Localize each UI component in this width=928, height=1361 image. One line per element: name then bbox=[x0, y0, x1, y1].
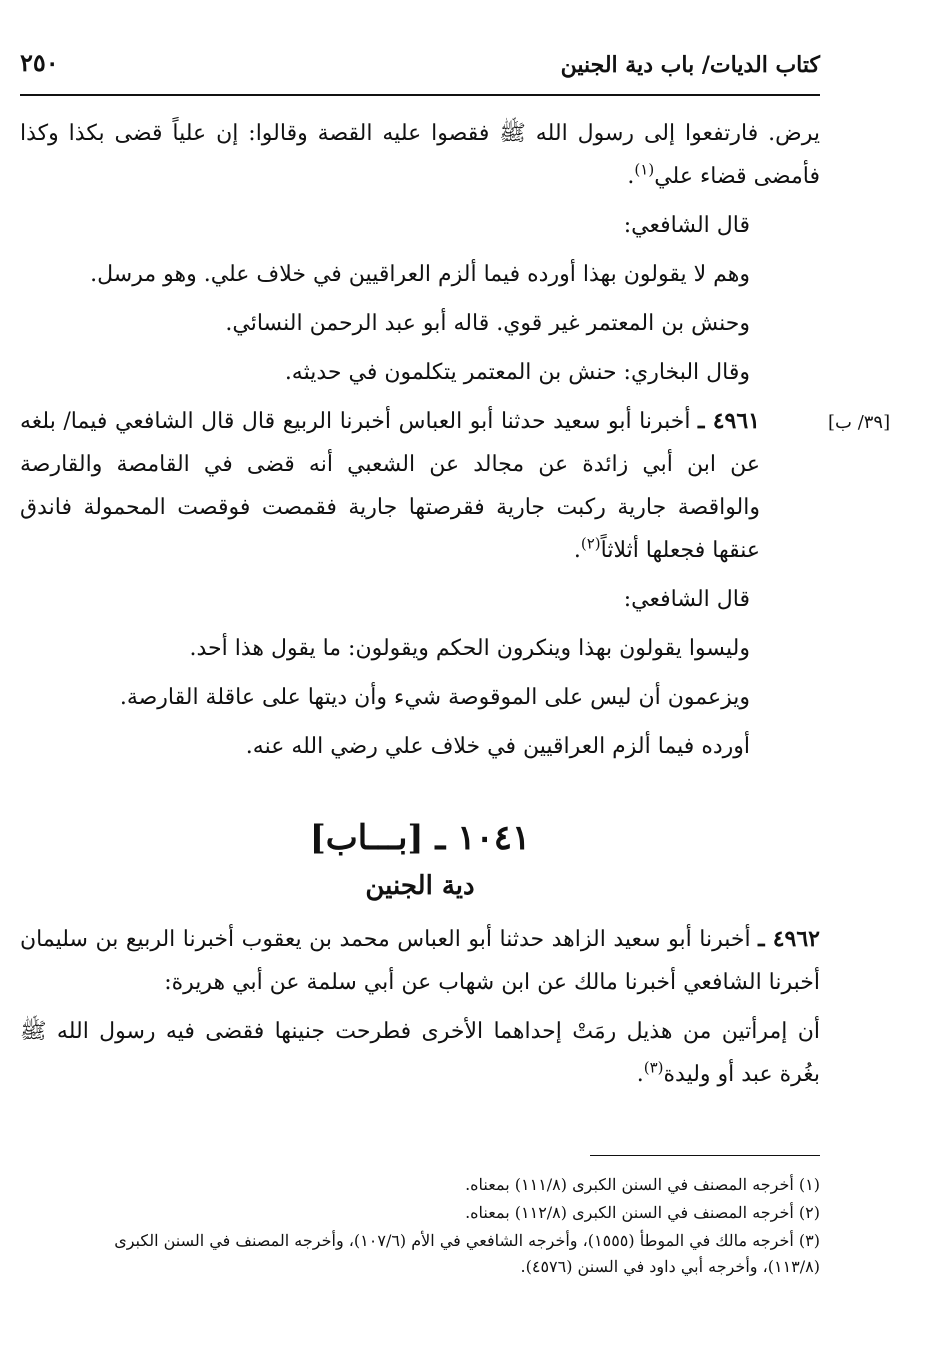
main-text-section-1 bbox=[20, 112, 820, 774]
hadith-number: ٤٩٦١ ـ bbox=[698, 408, 760, 434]
hadith-text: أخبرنا أبو سعيد الزاهد حدثنا أبو العباس محمد بن يعقوب أخبرنا الربيع بن سليمان أخبرنا الشافعي أخبرنا مالك عن ابن شهاب عن أبي سلمة عن أبي هريرة: bbox=[20, 927, 820, 995]
hadith-paragraph bbox=[20, 918, 820, 1004]
chapter-heading: ١٠٤١ ـ [بـــاب] bbox=[309, 818, 531, 858]
main-text-section-2 bbox=[20, 918, 820, 1102]
footnotes bbox=[60, 1172, 820, 1282]
paragraph: يرض. فارتفعوا إلى رسول الله ﷺ فقصوا عليه القصة وقالوا: إن علياً قضى بكذا وكذا فأمضى قضاء علي$^{(١)}$. bbox=[20, 121, 820, 189]
footnote-ref: (٢) bbox=[580, 534, 601, 553]
paragraph-text: يرض. فارتفعوا إلى رسول الله ﷺ فقصوا عليه القصة وقالوا: إن علياً قضى بكذا وكذا فأمضى قضاء علي bbox=[20, 121, 820, 189]
footnote: (٣) أخرجه مالك في الموطأ (١٥٥٥)، وأخرجه الشافعي في الأم (١٠٧/٦)، وأخرجه المصنف في السنن الكبرى (١١٣/٨)، وأخرجه أبي داود في السنن (٤٥٧٦). bbox=[114, 1231, 820, 1276]
footnote-rule bbox=[590, 1155, 820, 1156]
hadith-paragraph: ٤٩٦١ ـ أخبرنا أبو سعيد حدثنا أبو العباس أخبرنا الربيع قال قال الشافعي فيما/ بلغه عن ابن أبي زائدة عن مجالد عن الشعبي أنه قضى في القامصة والقارصة والواقصة جارية ركبت جارية فقرصتها جارية فقمصت فوقصت المحمولة فاندق عنقها فجعلها أثلاثاً$^{(٢)}$. bbox=[20, 408, 760, 563]
paragraph: ويزعمون أن ليس على الموقوصة شيء وأن ديتها على عاقلة القارصة. bbox=[119, 685, 750, 710]
chapter-header bbox=[20, 810, 820, 906]
chapter-title: دية الجنين bbox=[365, 871, 475, 901]
footnote-ref: (٣) bbox=[643, 1058, 664, 1077]
footnote-ref: (١) bbox=[634, 160, 655, 179]
page-number: ٢٥٠ bbox=[20, 48, 59, 77]
header-rule bbox=[20, 94, 820, 96]
paragraph: أن إمرأتين من هذيل رمَتْ إحداهما الأخرى فطرحت جنينها فقضى فيه رسول الله ﷺ بغُرة عبد أو وليدة$^{(٣)}$. bbox=[20, 1019, 820, 1087]
footnote: (١) أخرجه المصنف في السنن الكبرى (١١١/٨) بمعناه. bbox=[465, 1175, 820, 1194]
paragraph: قال الشافعي: bbox=[623, 213, 750, 238]
hadith-number: ٤٩٦٢ ـ bbox=[758, 926, 820, 952]
manuscript-folio-ref: [٣٩/ ب] bbox=[828, 412, 891, 433]
page-header bbox=[20, 48, 820, 94]
paragraph: وحنش بن المعتمر غير قوي. قاله أبو عبد الرحمن النسائي. bbox=[225, 311, 750, 336]
paragraph: وهم لا يقولون بهذا أورده فيما ألزم العراقيين في خلاف علي. وهو مرسل. bbox=[90, 262, 750, 287]
paragraph: أورده فيما ألزم العراقيين في خلاف علي رضي الله عنه. bbox=[245, 734, 750, 759]
paragraph: قال الشافعي: bbox=[623, 587, 750, 612]
paragraph: وقال البخاري: حنش بن المعتمر يتكلمون في حديثه. bbox=[284, 360, 750, 385]
footnote: (٢) أخرجه المصنف في السنن الكبرى (١١٢/٨) بمعناه. bbox=[465, 1203, 820, 1222]
paragraph: وليسوا يقولون بهذا وينكرون الحكم ويقولون: ما يقول هذا أحد. bbox=[189, 636, 750, 661]
running-title: كتاب الديات/ باب دية الجنين bbox=[560, 52, 820, 78]
hadith-text: أخبرنا أبو سعيد حدثنا أبو العباس أخبرنا الربيع قال قال الشافعي فيما/ بلغه عن ابن أبي زائدة عن مجالد عن الشعبي أنه قضى في القامصة والقارصة والواقصة جارية ركبت جارية فقرصتها جارية فقمصت فوقصت المحمولة فاندق عنقها فجعلها أثلاثاً bbox=[20, 409, 760, 563]
paragraph-text: أن إمرأتين من هذيل رمَتْ إحداهما الأخرى فطرحت جنينها فقضى فيه رسول الله ﷺ بغُرة عبد أو وليدة bbox=[20, 1019, 820, 1087]
